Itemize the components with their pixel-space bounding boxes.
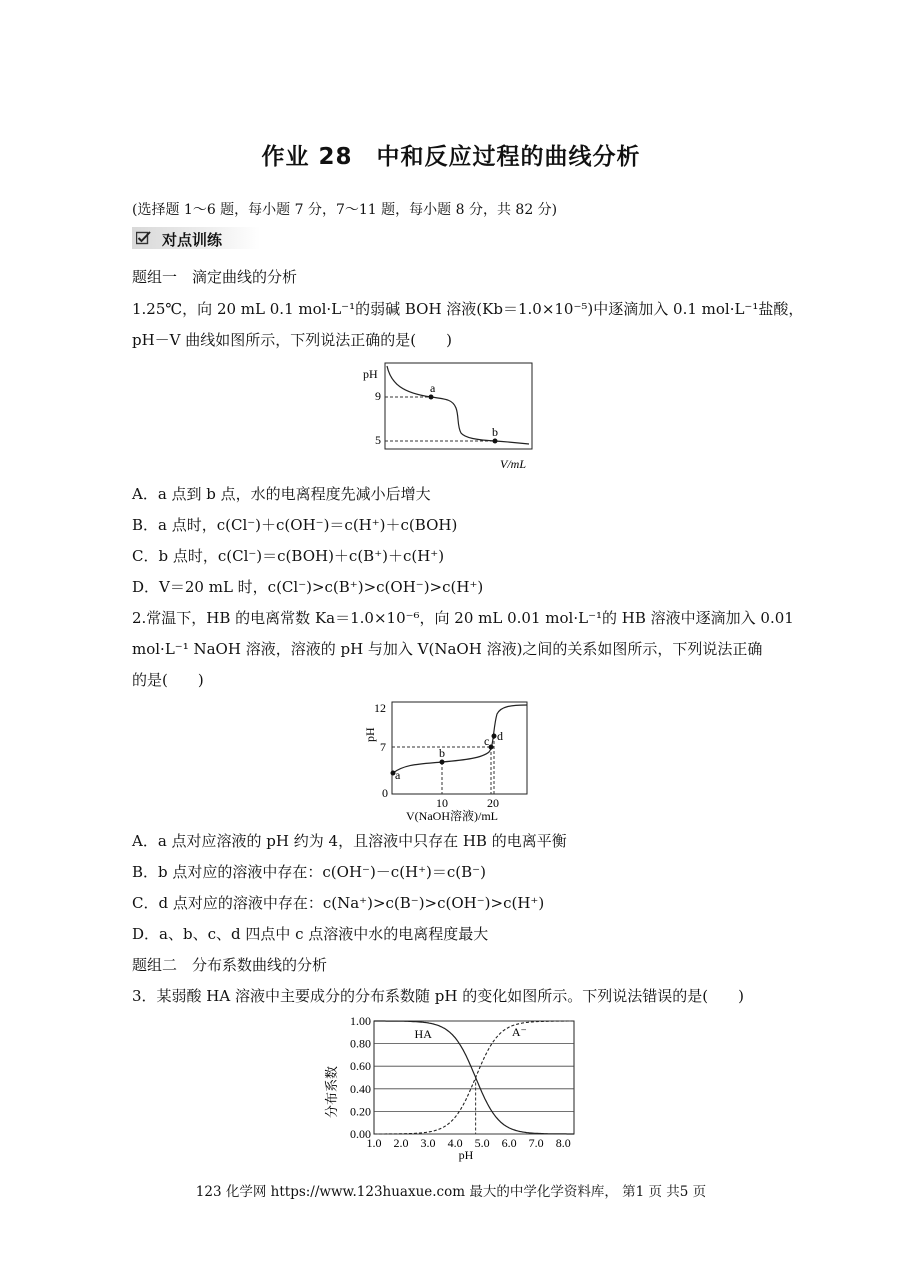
figure-2-label-b: b (439, 746, 445, 760)
figure-3-ytick: 0.40 (350, 1081, 371, 1096)
figure-1-label-a: a (430, 381, 436, 395)
figure-3-ytick: 1.00 (350, 1014, 371, 1028)
figure-1-ph-curve (355, 358, 545, 476)
figure-3-ytick: 0.80 (350, 1036, 371, 1051)
question-2-stem-line1: 2.常温下，HB 的电离常数 Ka＝1.0×10⁻⁶，向 20 mL 0.01 mol·L⁻¹的 HB 溶液中逐滴加入 0.01 (132, 609, 794, 627)
figure-3-xtick: 7.0 (528, 1136, 544, 1150)
figure-3-xtick: 1.0 (366, 1136, 382, 1150)
score-note: (选择题 1～6 题，每小题 7 分，7～11 题，每小题 8 分，共 82 分) (132, 202, 558, 218)
figure-2-label-a: a (395, 768, 401, 782)
figure-2-ytick-7: 7 (380, 740, 386, 754)
figure-3-xtick: 3.0 (420, 1136, 436, 1150)
figure-2-xtick-10: 10 (436, 796, 448, 810)
figure-2-point-b (440, 760, 445, 765)
question-1-option-d: D．V＝20 mL 时，c(Cl⁻)>c(B⁺)>c(OH⁻)>c(H⁺) (132, 578, 484, 596)
question-1-stem-line1: 1.25℃，向 20 mL 0.1 mol·L⁻¹的弱碱 BOH 溶液(Kb＝1.0×10⁻⁵)中逐滴加入 0.1 mol·L⁻¹盐酸， (132, 300, 804, 318)
figure-1-frame (385, 363, 532, 449)
page-title: 作业 28 中和反应过程的曲线分析 (261, 144, 641, 170)
figure-2-ylabel: pH (363, 727, 377, 742)
question-2-option-d: D．a、b、c、d 四点中 c 点溶液中水的电离程度最大 (132, 925, 489, 943)
figure-1-point-b (493, 439, 498, 444)
figure-3-ytick: 0.00 (350, 1127, 371, 1141)
checkbox-icon (136, 231, 151, 245)
question-1-option-a: A．a 点到 b 点，水的电离程度先减小后增大 (132, 485, 431, 503)
figure-2-point-d (492, 734, 497, 739)
figure-2-frame (392, 702, 527, 794)
figure-2-ytick-12: 12 (374, 701, 386, 715)
page-footer: 123 化学网 https://www.123huaxue.com 最大的中学化学资料库， 第1 页 共5 页 (195, 1184, 707, 1200)
figure-2-ytick-0: 0 (382, 786, 388, 800)
figure-3-frame (374, 1021, 574, 1134)
figure-3-ytick: 0.20 (350, 1104, 371, 1119)
section-label: 对点训练 (162, 231, 223, 249)
figure-1-ylabel: pH (363, 367, 378, 381)
group-heading-2: 题组二 分布系数曲线的分析 (132, 956, 328, 974)
figure-3-xtick: 6.0 (501, 1136, 517, 1150)
figure-1-ytick-9: 9 (375, 389, 381, 403)
section-header (132, 227, 260, 249)
figure-3-xtick: 2.0 (393, 1136, 409, 1150)
figure-1-label-b: b (492, 425, 498, 439)
question-2-option-b: B．b 点对应的溶液中存在：c(OH⁻)－c(H⁺)＝c(B⁻) (132, 863, 486, 881)
figure-1-point-a (429, 395, 434, 400)
question-2-stem-line2: mol·L⁻¹ NaOH 溶液，溶液的 pH 与加入 V(NaOH 溶液)之间的关系如图所示，下列说法正确 (132, 640, 763, 658)
figure-2-label-c: c (484, 734, 490, 748)
figure-3-ylabel: 分布系数 (324, 1065, 339, 1119)
figure-3-series-a-minus (374, 1021, 574, 1134)
question-2-option-c: C．d 点对应的溶液中存在：c(Na⁺)>c(B⁻)>c(OH⁻)>c(H⁺) (132, 894, 545, 912)
figure-3-xtick: 4.0 (447, 1136, 463, 1150)
figure-2-xlabel: V(NaOH溶液)/mL (406, 809, 498, 823)
figure-2-titration-curve (360, 698, 545, 823)
question-1-stem-line2: pH－V 曲线如图所示，下列说法正确的是( ) (132, 331, 452, 349)
figure-2-xtick-20: 20 (487, 796, 499, 810)
question-2-option-a: A．a 点对应溶液的 pH 约为 4，且溶液中只存在 HB 的电离平衡 (132, 832, 567, 850)
figure-3-xtick: 8.0 (555, 1136, 571, 1150)
question-2-stem-line3: 的是( ) (132, 671, 204, 689)
figure-1-xlabel: V/mL (500, 457, 527, 471)
group-heading-1: 题组一 滴定曲线的分析 (132, 268, 298, 286)
figure-2-curve (393, 705, 527, 773)
figure-1-ytick-5: 5 (375, 433, 381, 447)
question-1-option-c: C．b 点时，c(Cl⁻)＝c(BOH)＋c(B⁺)＋c(H⁺) (132, 547, 445, 565)
question-3-stem-line1: 3．某弱酸 HA 溶液中主要成分的分布系数随 pH 的变化如图所示。下列说法错误的是( ) (132, 987, 744, 1005)
figure-2-label-d: d (497, 729, 503, 743)
figure-3-xlabel: pH (458, 1148, 474, 1162)
figure-3-xtick: 5.0 (474, 1136, 490, 1150)
figure-3-series-ha (374, 1021, 574, 1134)
question-1-option-b: B．a 点时，c(Cl⁻)＋c(OH⁻)＝c(H⁺)＋c(BOH) (132, 516, 458, 534)
figure-3-label-ha: HA (414, 1027, 432, 1041)
figure-3-ytick: 0.60 (350, 1059, 371, 1074)
figure-3-distribution-chart (322, 1012, 584, 1164)
figure-1-curve (387, 366, 529, 444)
figure-3-label-a-minus: A⁻ (511, 1025, 527, 1039)
